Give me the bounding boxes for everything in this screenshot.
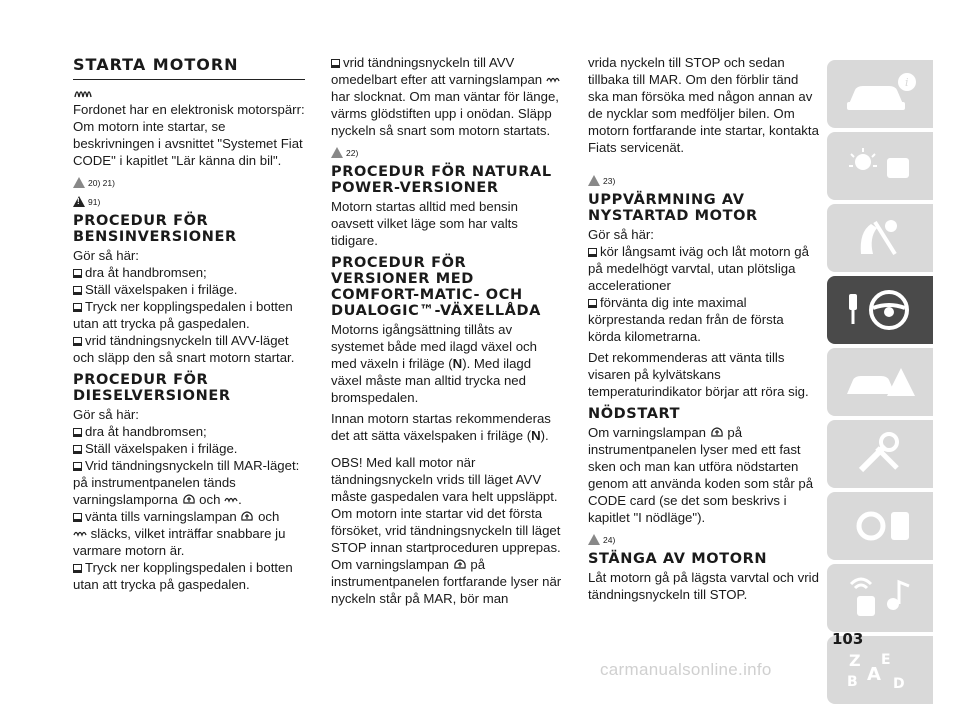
list-item: Tryck ner kopplingspedalen i botten utan att trycka på gaspedalen. [73,299,293,331]
note-refs-row: 22) [331,142,563,158]
page-title: STARTA MOTORN [73,56,305,80]
warning-lights-icon [841,142,921,190]
bullet-icon [73,269,82,278]
comfort-matic-title: PROCEDUR FÖR VERSIONER MED COMFORT-MATIC- OCH DUALOGIC™-VÄXELLÅDA [331,255,541,319]
list-item: Ställ växelspaken i friläge. [73,281,305,298]
emergency-start-text: Om varningslampan på instrumentpanelen lyser med ett fast sken och man kan utföra nödstarten genom att använda koden som står på CODE card (se det som beskrivs i kapitlet "I nödläge"). [588,425,814,525]
tab-maintenance[interactable] [827,420,933,488]
column-2 [331,54,563,607]
list-item: Vrid tändningsnyckeln till MAR-läget: på instrumentpanelen tänds varningslamporna och . [73,458,300,507]
list-item: kör långsamt iväg och låt motorn gå på medelhögt varvtal, utan plötsliga accelerationer [588,244,809,293]
tab-multimedia[interactable] [827,564,933,632]
petrol-lead: Gör så här: [73,248,139,263]
steering-wheel-icon [841,286,921,334]
chapter-tabs [827,60,933,708]
watermark: carmanualsonline.info [600,660,772,679]
bullet-icon [73,564,82,573]
glow-plug-icon [546,73,560,85]
list-item: dra åt handbromsen; [73,423,305,440]
warning-refs: 91) [88,197,101,207]
emergency-start-title: NÖDSTART [588,406,681,422]
warm-up-lead: Gör så här: [588,227,654,242]
warm-up-title: UPPVÄRMNING AV NYSTARTAD MOTOR [588,192,758,224]
page-number: 103 [832,630,864,648]
comfort-text-1: Motorns igångsättning tillåts av systemet både med ilagd växel och med växeln i friläge (N). Med ilagd växel måste man alltid trycka ned bromspedalen. [331,322,537,405]
svg-text:Z: Z [849,651,861,670]
list-item: förvänta dig inte maximal körprestanda redan från de första körda kilometrarna. [588,295,784,344]
bullet-icon [73,286,82,295]
glow-plug-symbol-row [73,83,305,99]
comfort-text-2: Innan motorn startas rekommenderas det att sätta växelspaken i friläge (N). [331,411,551,443]
bullet-icon [73,445,82,454]
note-icon [73,177,85,188]
list-item: vrid tändningsnyckeln till AVV-läget och släpp den så snart motorn startar. [73,333,295,365]
note-icon [588,534,600,545]
warm-up-text: Det rekommenderas att vänta tills visaren på kylvätskans temperaturindikator börjar att röra sig. [588,350,809,399]
seatbelt-icon [841,214,921,262]
note-refs-row [73,172,305,188]
bullet-icon [73,513,82,522]
list-item: dra åt handbromsen; [73,264,305,281]
continued-text: vrida nyckeln till STOP och sedan tillbaka till MAR. Om den förblir tänd ska man försöka med någon annan av de nycklar som medföljer bilen. Om motorn fortfarande inte startar, kontakta Fiats servicenät. [588,55,819,155]
svg-text:A: A [867,664,881,685]
glow-plug-icon [73,527,87,539]
tab-safety[interactable] [827,204,933,272]
warning-refs-row [73,191,305,207]
warning-icon [73,196,85,207]
comfort-text-3: OBS! Med kall motor när tändningsnyckeln vrids till läget AVV måste gaspedalen vara helt uppsläppt. Om motorn inte startar vid det första försöket, vrid tändningsnyckeln till läget STOP innan startproceduren upprepas. Om varningslampan på instrumentpanelen fortfarande lyser när nyckeln står på MAR, bör man [331,455,562,606]
bullet-icon [331,59,340,68]
bullet-icon [73,337,82,346]
intro-text: Fordonet har en elektronisk motorspärr: Om motorn inte startar, se beskrivningen i avsnittet "Systemet Fiat CODE" i kapitlet "Lär känna din bil". [73,102,305,168]
multimedia-icon [841,574,921,622]
tab-emergency[interactable] [827,348,933,416]
bullet-icon [73,303,82,312]
note-refs-row: 23) [588,170,820,186]
bullet-icon [588,299,597,308]
tab-dashboard[interactable] [827,132,933,200]
immobilizer-icon [240,510,254,522]
engine-off-title: STÄNGA AV MOTORN [588,551,768,567]
car-info-icon [841,70,921,118]
wrench-icon [841,430,921,478]
note-icon [588,175,600,186]
list-item: vrid tändningsnyckeln till AVV omedelbart efter att varningslampan har slocknat. Om man väntar för länge, värms glödstiften upp i onödan. Släpp nyckeln så snart som motorn startats. [331,55,559,138]
diesel-title: PROCEDUR FÖR DIESELVERSIONER [73,372,231,404]
coil-icon [73,85,95,99]
svg-text:E: E [881,652,891,668]
petrol-title: PROCEDUR FÖR BENSINVERSIONER [73,213,237,245]
list-item: Tryck ner kopplingspedalen i botten utan att trycka på gaspedalen. [73,560,293,592]
diesel-lead: Gör så här: [73,407,139,422]
note-icon [331,147,343,158]
note-refs: 20) 21) [88,178,115,188]
immobilizer-icon [710,426,724,438]
tab-starting-driving[interactable] [827,276,933,344]
svg-text:D: D [893,676,905,692]
svg-text:i: i [905,76,909,89]
glow-plug-icon [224,493,238,505]
natural-power-text: Motorn startas alltid med bensin oavsett vilket läge som har valts tidigare. [331,199,518,248]
tab-know-your-car[interactable] [827,60,933,128]
list-item: Ställ växelspaken i friläge. [73,440,305,457]
alphabet-index-icon [841,646,921,694]
column-1 [73,54,305,593]
immobilizer-icon [182,493,196,505]
immobilizer-icon [453,558,467,570]
bullet-icon [73,428,82,437]
breakdown-icon [841,358,921,406]
column-3 [588,54,820,603]
engine-off-text: Låt motorn gå på lägsta varvtal och vrid tändningsnyckeln till STOP. [588,570,819,602]
gear-parts-icon [841,502,921,550]
bullet-icon [73,462,82,471]
natural-power-title: PROCEDUR FÖR NATURAL POWER-VERSIONER [331,164,552,196]
tab-technical-data[interactable] [827,492,933,560]
list-item: vänta tills varningslampan och släcks, vilket inträffar snabbare ju varmare motorn är. [73,509,286,558]
note-refs-row: 24) [588,529,820,545]
bullet-icon [588,248,597,257]
svg-text:B: B [847,674,858,690]
